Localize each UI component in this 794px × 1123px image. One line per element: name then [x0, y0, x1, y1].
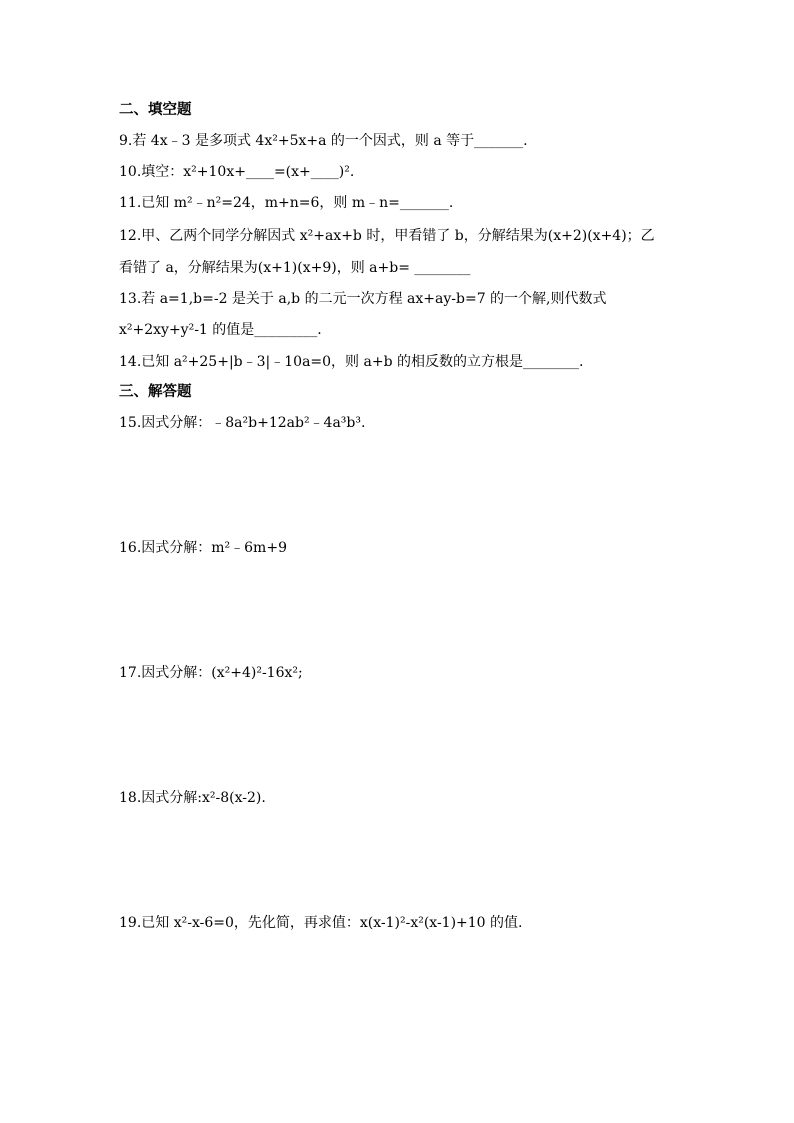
- section-title-fill-in: 二、填空题: [119, 102, 192, 118]
- question-18: 18.因式分解:x²-8(x-2).: [119, 790, 266, 806]
- question-15: 15.因式分解：﹣8a²b+12ab²﹣4a³b³.: [119, 415, 366, 431]
- question-17: 17.因式分解：(x²+4)²-16x²;: [119, 665, 303, 681]
- question-11: 11.已知 m²﹣n²=24，m+n=6，则 m﹣n=_______.: [119, 195, 454, 211]
- question-13-line-2: x²+2xy+y²-1 的值是_________.: [119, 322, 322, 338]
- question-9: 9.若 4x﹣3 是多项式 4x²+5x+a 的一个因式，则 a 等于_______.: [119, 133, 528, 149]
- question-19: 19.已知 x²-x-6=0，先化简，再求值：x(x-1)²-x²(x-1)+10 的值.: [119, 915, 523, 931]
- question-12-line-1: 12.甲、乙两个同学分解因式 x²+ax+b 时，甲看错了 b，分解结果为(x+2)(x+4)；乙: [119, 228, 655, 244]
- question-12-line-2: 看错了 a，分解结果为(x+1)(x+9)，则 a+b= ________: [119, 260, 471, 276]
- section-title-answer: 三、解答题: [119, 384, 192, 400]
- question-14: 14.已知 a²+25+|b﹣3|﹣10a=0，则 a+b 的相反数的立方根是________.: [119, 354, 584, 370]
- question-13-line-1: 13.若 a=1,b=-2 是关于 a,b 的二元一次方程 ax+ay-b=7 的一个解,则代数式: [119, 291, 607, 307]
- question-10: 10.填空：x²+10x+____=(x+____)².: [119, 164, 355, 180]
- question-16: 16.因式分解：m²﹣6m+9: [119, 540, 287, 556]
